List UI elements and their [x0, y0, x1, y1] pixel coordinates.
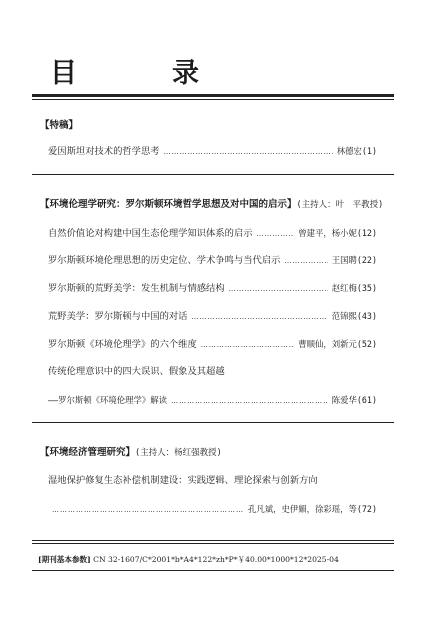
section-heading-special [40, 120, 78, 132]
entry-page: (61) [356, 395, 377, 405]
leader-dots [201, 339, 294, 351]
entry-author-page [298, 227, 377, 239]
entry-page: (72) [356, 504, 377, 514]
leader-dots [52, 504, 244, 516]
entry-author-page [248, 503, 377, 515]
entry-authors: 曾建平，杨小妮 [298, 228, 357, 238]
leader-dots [191, 311, 327, 323]
section-heading-text: 【特稿】 [40, 120, 79, 131]
toc-entry[interactable] [48, 394, 377, 406]
footer-rule-bottom [32, 570, 394, 571]
section-host: (主持人：杨红强教授) [135, 448, 222, 458]
journal-parameters [38, 555, 339, 565]
entry-authors: 孔凡斌，史伊媚，徐彩瑶，等 [247, 504, 357, 514]
section-heading-ethics [40, 199, 383, 211]
entry-authors: 范锦熙 [331, 311, 357, 321]
entry-title: 传统伦理意识中的四大误识、假象及其超越 [48, 366, 225, 377]
page-title: 目 录 [50, 58, 233, 89]
entry-page: (22) [356, 255, 377, 265]
section-heading-text: 【环境经济管理研究】 [40, 447, 136, 458]
footer-text: CN 32-1607/C*2001*b*A4*122*zh*P*￥40.00*1000*12*2025-04 [93, 555, 339, 564]
section-divider [32, 174, 394, 175]
entry-author-page [332, 254, 377, 266]
entry-title: 荒野美学：罗尔斯顿与中国的对话 [48, 311, 188, 322]
entry-author-page [332, 394, 377, 406]
entry-authors: 陈爱华 [331, 395, 357, 405]
toc-entry[interactable] [48, 366, 377, 378]
leader-dots [229, 283, 328, 295]
footer-label: [期刊基本参数] [38, 555, 91, 564]
leader-dots [284, 255, 327, 267]
entry-authors: 王国聘 [331, 255, 357, 265]
entry-page: (1) [361, 146, 377, 156]
toc-entry[interactable] [48, 503, 377, 515]
entry-page: (12) [356, 228, 377, 238]
section-heading-text: 【环境伦理学研究：罗尔斯顿环境哲学思想及对中国的启示】 [40, 199, 297, 210]
entry-title: 罗尔斯顿的荒野美学：发生机制与情感结构 [48, 283, 225, 294]
entry-authors: 林德宏 [336, 146, 362, 156]
footer-rule-top [32, 540, 394, 541]
entry-authors: 赵红梅 [331, 283, 357, 293]
entry-title: 自然价值论对构建中国生态伦理学知识体系的启示 [48, 228, 253, 239]
section-divider [32, 422, 394, 423]
entry-authors: 曹顺仙，刘新元 [298, 339, 357, 349]
leader-dots [164, 146, 333, 158]
entry-author-page [337, 145, 377, 157]
entry-title: 罗尔斯顿《环境伦理学》的六个维度 [48, 339, 197, 350]
toc-entry[interactable] [48, 254, 377, 266]
title-rule-top [32, 94, 394, 97]
section-heading-economics [40, 447, 222, 459]
entry-page: (35) [356, 283, 377, 293]
entry-title: 湿地保护修复生态补偿机制建设：实践逻辑、理论探索与创新方向 [48, 475, 318, 486]
entry-page: (43) [356, 311, 377, 321]
leader-dots [257, 228, 295, 240]
toc-entry[interactable] [48, 475, 377, 487]
entry-title: 罗尔斯顿环境伦理思想的历史定位、学术争鸣与当代启示 [48, 255, 281, 266]
entry-page: (52) [356, 339, 377, 349]
entry-author-page [332, 310, 377, 322]
toc-entry[interactable] [48, 282, 377, 294]
entry-title: 爱因斯坦对技术的哲学思考 [48, 146, 160, 157]
section-host: (主持人：叶 平教授) [296, 200, 384, 210]
toc-entry[interactable] [48, 145, 377, 157]
footer-rule-top-2 [32, 543, 394, 544]
entry-title: ——罗尔斯顿《环境伦理学》解读 [48, 395, 167, 405]
entry-author-page [298, 338, 377, 350]
toc-entry[interactable] [48, 338, 377, 350]
leader-dots [171, 395, 328, 407]
toc-entry[interactable] [48, 310, 377, 322]
entry-author-page [332, 282, 377, 294]
title-rule-bottom [32, 99, 394, 100]
toc-entry[interactable] [48, 227, 377, 239]
